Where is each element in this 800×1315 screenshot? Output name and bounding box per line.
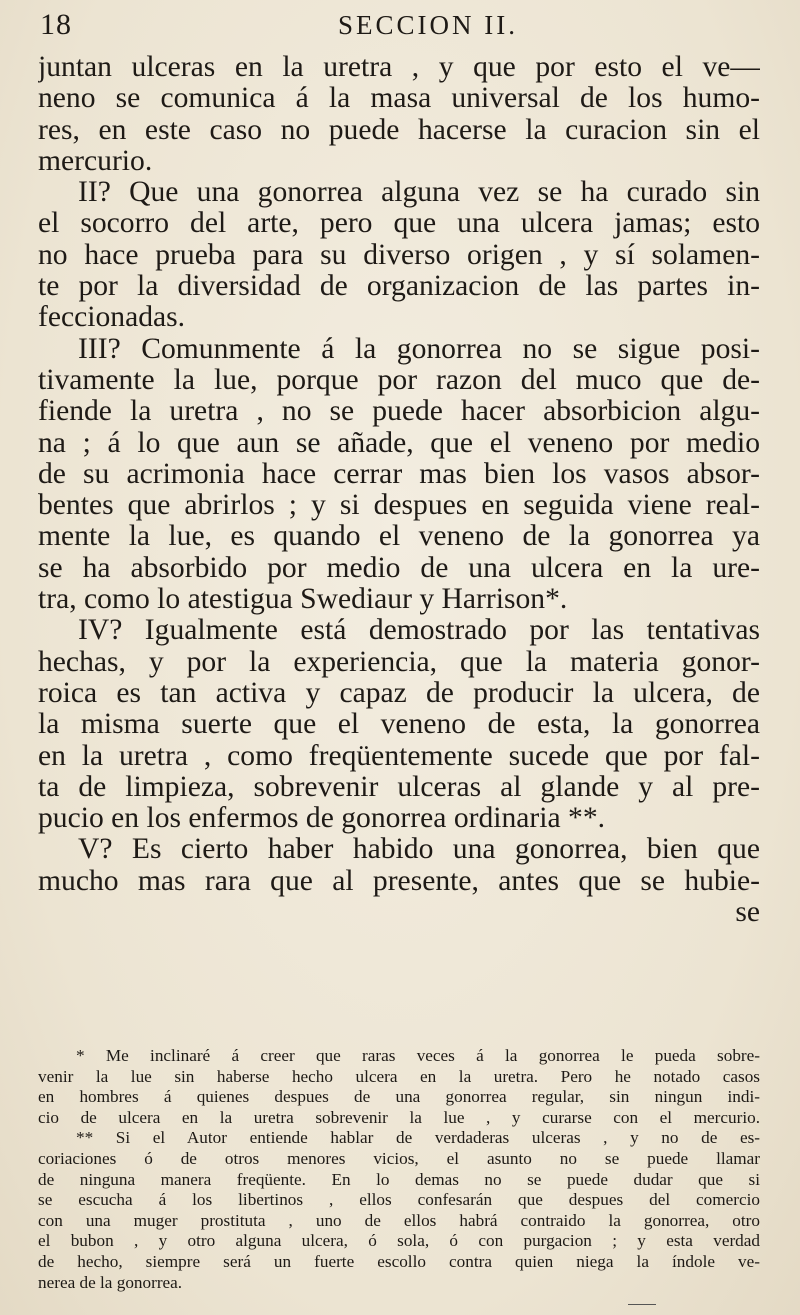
text-line: juntan ulceras en la uretra , y que por esto el ve—	[38, 52, 760, 83]
text-line: se ha absorbido por medio de una ulcera en la ure-	[38, 552, 760, 584]
text-line: pucio en los enfermos de gonorrea ordinaria **.	[38, 802, 606, 835]
text-line: no hace prueba para su diverso origen , y sí solamen-	[38, 239, 760, 271]
text-line: hechas, y por la experiencia, que la materia gonor-	[38, 646, 760, 678]
footnote-line: con una muger prostituta , uno de ellos habrá contraido la gonorrea, otro	[38, 1210, 760, 1230]
text-line: tra, como lo atestigua Swediaur y Harrison*.	[38, 583, 568, 616]
footnote-line: el bubon , y otro alguna ulcera, ó sola, ó con purgacion ; y esta verdad	[38, 1231, 760, 1251]
running-head: SECCION II.	[338, 10, 518, 40]
text-line: mercurio.	[38, 144, 153, 177]
bottom-rule	[628, 1304, 656, 1305]
text-line: roica es tan activa y capaz de producir la ulcera, de	[38, 677, 760, 709]
text-line: mente la lue, es quando el veneno de la gonorrea ya	[38, 521, 760, 553]
footnote-line: se escucha á los libertinos , ellos confesarán que despues del comercio	[38, 1190, 760, 1210]
footnotes	[38, 1046, 760, 1293]
text-line: fiende la uretra , no se puede hacer absorbicion algu-	[38, 396, 760, 428]
footnote-line: cio de ulcera en la uretra sobrevenir la lue , y curarse con el mercurio.	[38, 1107, 760, 1127]
footnote-line: de ninguna manera freqüente. En lo demas no se puede dudar que si	[38, 1169, 760, 1189]
footnote-line: venir la lue sin haberse hecho ulcera en la uretra. Pero he notado casos	[38, 1066, 760, 1086]
text-line: III? Comunmente á la gonorrea no se sigue posi-	[78, 333, 760, 365]
text-line: mucho mas rara que al presente, antes que se hubie-	[38, 865, 760, 897]
text-line: tivamente la lue, porque por razon del muco que de-	[38, 364, 760, 396]
text-line: bentes que abrirlos ; y si despues en seguida viene real-	[38, 490, 760, 522]
text-line: res, en este caso no puede hacerse la curacion sin el	[38, 114, 760, 146]
text-line: el socorro del arte, pero que una ulcera jamas; esto	[38, 208, 760, 240]
text-line: de su acrimonia hace cerrar mas bien los vasos absor-	[38, 458, 760, 490]
page-number: 18	[40, 8, 72, 41]
footnote-line: de hecho, siempre será un fuerte escollo contra quien niega la índole ve-	[38, 1251, 760, 1271]
footnote-line: coriaciones ó de otros menores vicios, el asunto no se puede llamar	[38, 1148, 760, 1168]
text-line: II? Que una gonorrea alguna vez se ha curado sin	[78, 177, 760, 209]
footnote-line: nerea de la gonorrea.	[38, 1272, 183, 1292]
text-line: neno se comunica á la masa universal de los humo-	[38, 83, 760, 115]
catchword: se	[735, 896, 760, 929]
text-line: IV? Igualmente está demostrado por las tentativas	[78, 615, 760, 647]
text-line: la misma suerte que el veneno de esta, la gonorrea	[38, 709, 760, 741]
text-line: en la uretra , como freqüentemente sucede que por fal-	[38, 740, 760, 772]
text-line: te por la diversidad de organizacion de las partes in-	[38, 271, 760, 303]
text-line: na ; á lo que aun se añade, que el veneno por medio	[38, 427, 760, 459]
text-line: ta de limpieza, sobrevenir ulceras al glande y al pre-	[38, 771, 760, 803]
footnote-line: en hombres á quienes despues de una gonorrea regular, sin ningun indi-	[38, 1087, 760, 1107]
footnote-line: ** Si el Autor entiende hablar de verdaderas ulceras , y no de es-	[76, 1128, 760, 1148]
text-line: feccionadas.	[38, 301, 186, 334]
main-text	[38, 52, 760, 928]
page-header	[38, 8, 758, 48]
footnote-line: * Me inclinaré á creer que raras veces á la gonorrea le pueda sobre-	[76, 1046, 760, 1065]
text-line: V? Es cierto haber habido una gonorrea, bien que	[78, 834, 760, 866]
